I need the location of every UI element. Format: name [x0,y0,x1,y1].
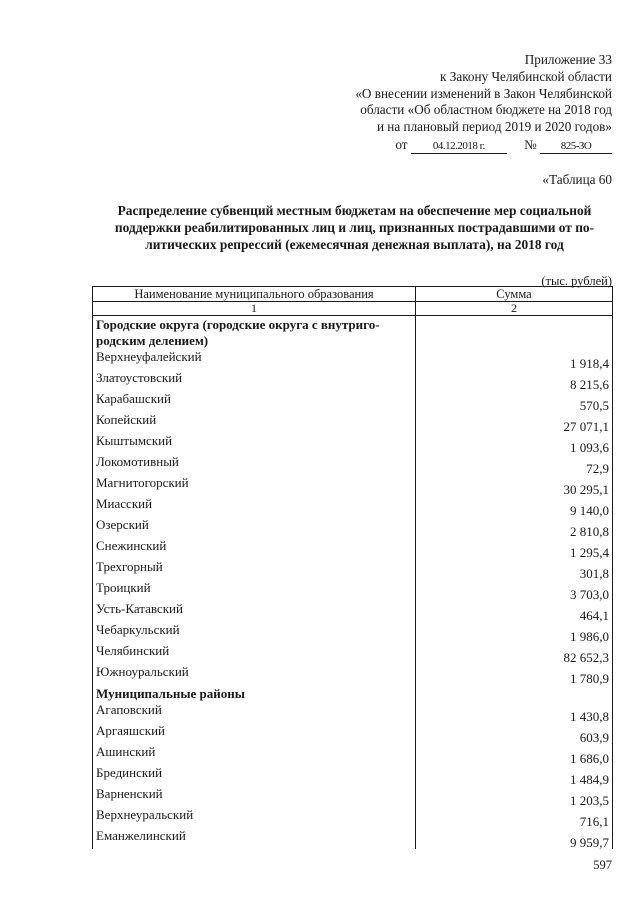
subvention-sum: 464,1 [416,601,613,622]
table-row [93,622,613,643]
law-signature-line [395,137,612,154]
header-line: и на плановый период 2019 и 2020 годов» [376,119,612,135]
table-row [93,765,613,786]
header-line: области «Об областном бюджете на 2018 год [360,102,612,118]
municipality-name: Локомотивный [93,454,416,475]
table-row [93,517,613,538]
subvention-sum: 1 093,6 [416,433,613,454]
appendix-header [355,52,612,136]
municipality-name: Еманжелинский [93,828,416,849]
table-row [93,412,613,433]
table-row [93,643,613,664]
municipality-name: Агаповский [93,702,416,723]
municipality-name: Аргаяшский [93,723,416,744]
number-label: № [524,137,537,152]
municipality-name: Южноуральский [93,664,416,685]
municipality-name: Златоустовский [93,370,416,391]
header-line: «О внесении изменений в Закон Челябинской [355,85,612,101]
subvention-sum: 570,5 [416,391,613,412]
header-line: Приложение 33 [524,52,612,67]
document-title: Распределение субвенций местным бюджетам на обеспечение мер социальной поддержки реабилитированных лиц и лиц, признанных пострадавшими от по-литических репрессий (ежемесячная денежная выплата), на 2018 год [114,203,595,252]
municipality-name: Карабашский [93,391,416,412]
municipality-name: Ашинский [93,744,416,765]
subvention-sum: 30 295,1 [416,475,613,496]
section-heading: Муниципальные районы [93,685,416,702]
section-heading: Городские округа (городские округа с внутриго-родским делением) [93,316,416,350]
table-header-row [93,287,613,302]
table-row [93,807,613,828]
column-header-name: Наименование муниципального образования [93,287,416,302]
subvention-sum: 1 780,9 [416,664,613,685]
page-number: 597 [593,858,612,872]
table-row [93,664,613,685]
table-row [93,828,613,849]
subvention-sum: 1 918,4 [416,349,613,370]
municipality-name: Снежинский [93,538,416,559]
subvention-sum: 3 703,0 [416,580,613,601]
table-row [93,538,613,559]
municipality-name: Озерский [93,517,416,538]
law-number: 825-ЗО [540,140,612,154]
subvention-sum: 1 430,8 [416,702,613,723]
municipality-name: Кыштымский [93,433,416,454]
table-row [93,723,613,744]
subvention-sum: 8 215,6 [416,370,613,391]
units-label: (тыс. рублей) [541,274,612,288]
table-label: «Таблица 60 [542,172,612,187]
subvention-sum: 1 203,5 [416,786,613,807]
subvention-sum: 1 986,0 [416,622,613,643]
table-row [93,786,613,807]
table-row [93,454,613,475]
column-number-2: 2 [416,302,613,316]
section-row-municipal-districts [93,685,613,702]
table-row [93,702,613,723]
municipality-name: Трехгорный [93,559,416,580]
table-row [93,744,613,765]
table-row [93,496,613,517]
table-row [93,580,613,601]
subvention-sum: 72,9 [416,454,613,475]
section-row-city-districts [93,316,613,350]
subvention-sum: 603,9 [416,723,613,744]
column-number-1: 1 [93,302,416,316]
subvention-sum: 1 295,4 [416,538,613,559]
municipality-name: Брединский [93,765,416,786]
table-row [93,370,613,391]
header-line: к Закону Челябинской области [440,68,612,84]
municipality-name: Варненский [93,786,416,807]
subvention-table [92,286,613,849]
municipality-name: Копейский [93,412,416,433]
column-header-sum: Сумма [416,287,613,302]
municipality-name: Верхнеуфалейский [93,349,416,370]
municipality-name: Троицкий [93,580,416,601]
table-row [93,349,613,370]
subvention-sum: 9 140,0 [416,496,613,517]
municipality-name: Чебаркульский [93,622,416,643]
law-date: 04.12.2018 г. [411,140,507,154]
from-label: от [395,137,408,152]
subvention-sum: 82 652,3 [416,643,613,664]
municipality-name: Верхнеуральский [93,807,416,828]
municipality-name: Магнитогорский [93,475,416,496]
municipality-name: Миасский [93,496,416,517]
subvention-sum: 1 686,0 [416,744,613,765]
table-row [93,601,613,622]
subvention-sum: 9 959,7 [416,828,613,849]
subvention-sum: 716,1 [416,807,613,828]
table-row [93,391,613,412]
subvention-sum: 2 810,8 [416,517,613,538]
municipality-name: Усть-Катавский [93,601,416,622]
subvention-sum: 27 071,1 [416,412,613,433]
municipality-name: Челябинский [93,643,416,664]
column-number-row [93,302,613,316]
subvention-sum: 301,8 [416,559,613,580]
subvention-sum: 1 484,9 [416,765,613,786]
table-row [93,559,613,580]
table-row [93,475,613,496]
table-row [93,433,613,454]
